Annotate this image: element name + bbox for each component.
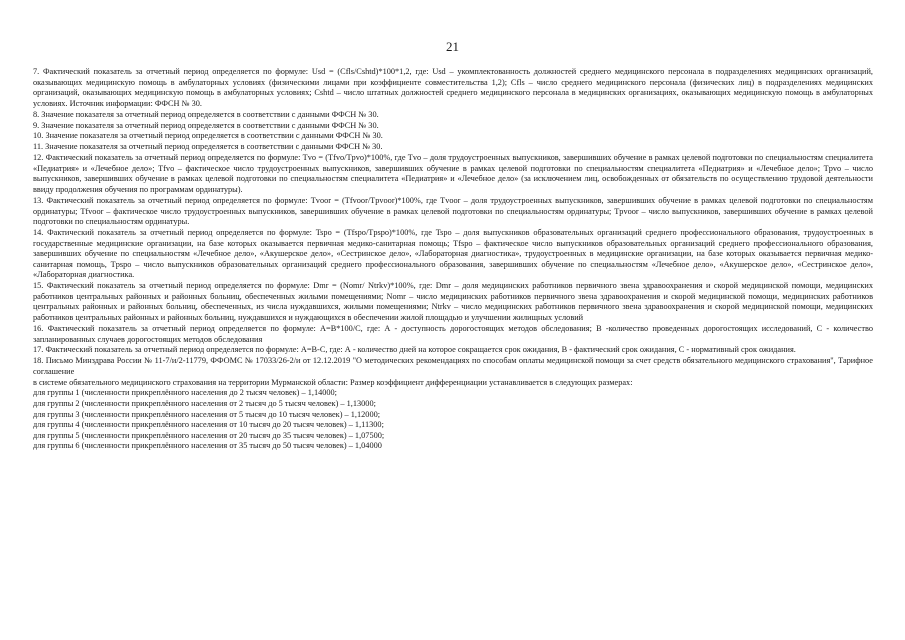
paragraph-10: 10. Значение показателя за отчетный период определяется в соответствии с данными ФФСН № 30.: [33, 131, 383, 141]
group-line-6: для группы 6 (численности прикреплённого населения от 35 тысяч до 50 тысяч человек) – 1,04000: [33, 441, 382, 451]
paragraph-17: 17. Фактический показатель за отчетный период определяется по формуле: А=В-С, где: А - количество дней на которое сокращается срок ожидания, В - фактический срок ожидания, С - нормативный срок ожидания.: [33, 345, 796, 355]
group-line-5: для группы 5 (численности прикреплённого населения от 20 тысяч до 35 тысяч человек) – 1,07500;: [33, 430, 385, 440]
paragraph-13: 13. Фактический показатель за отчетный период определяется по формуле: Tvoor = (Tfvoor/Tpvoor)*100%, где Tvoor – доля трудоустроенных выпускников, завершивших обучение в рамках целевой подготовки по специальностям ординатуры; Tfvoor – фактическое число трудоустроенных выпускников, завершивших обучение в рамках целевой подготовки по специальностям ординатуры; Tpvoor – число выпускников, завершивших обучение в рамках целевой подготовки по специальностям ординатуры.: [33, 195, 873, 227]
group-line-2: для группы 2 (численности прикреплённого населения от 2 тысяч до 5 тысяч человек) – 1,13000;: [33, 398, 376, 408]
paragraph-18: 18. Письмо Минздрава России № 11-7/и/2-11779, ФФОМС № 17033/26-2/и от 12.12.2019 "О методических рекомендациях по способам оплаты медицинской помощи за счет средств обязательного медицинского страхования", Тарифное соглашение: [33, 356, 873, 376]
paragraph-11: 11. Значение показателя за отчетный период определяется в соответствии с данными ФФСН № 30.: [33, 142, 383, 152]
group-line-4: для группы 4 (численности прикреплённого населения от 10 тысяч до 20 тысяч человек) – 1,11300;: [33, 420, 384, 430]
page-number: 21: [446, 39, 459, 54]
group-line-1: для группы 1 (численности прикреплённого населения до 2 тысяч человек) – 1,14000;: [33, 388, 337, 398]
paragraph-16: 16. Фактический показатель за отчетный период определяется по формуле: А=B*100/C, где: А - доступность дорогостоящих методов обследования; В -количество проведенных дорогостоящих исследований, С - количество запланированных случаев дорогостоящих методов обследования: [33, 323, 873, 344]
group-line-3: для группы 3 (численности прикреплённого населения от 5 тысяч до 10 тысяч человек) – 1,12000;: [33, 409, 381, 419]
paragraph-15: 15. Фактический показатель за отчетный период определяется по формуле: Dmr = (Nomr/ Ntrkv)*100%, где: Dmr – доля медицинских работников первичного звена здравоохранения и скорой медицинской помощи, медицинских работников центральных районных и районных больниц, обеспеченных жилыми помещениями; Nomr – число медицинских работников первичного звена здравоохранения и скорой медицинской помощи, медицинских работников центральных районных и районных больниц, обеспеченных, из числа нуждавшихся, жилыми помещениями; Ntrkv – число медицинских работников первичного звена здравоохранения и скорой медицинской помощи, медицинских работников центральных районных и районных больниц, нуждавшихся и нуждающихся в обеспечении жилой площадью и улучшении жилищных условий: [33, 281, 873, 323]
paragraph-12: 12. Фактический показатель за отчетный период определяется по формуле: Tvo = (Tfvo/Tpvo)*100%, где Tvo – доля трудоустроенных выпускников, завершивших обучение в рамках целевой подготовки по специальностям специалитета «Педиатрия» и «Лечебное дело»; Tfvo – фактическое число трудоустроенных выпускников, завершивших обучение в рамках целевой подготовки по специальностям специалитета «Педиатрия» и «Лечебное дело»; Tpvo – число выпускников, завершивших обучение в рамках целевой подготовки по специальностям специалитета «Педиатрия» и «Лечебное дело» (за исключением лиц, освобожденных от обязательств по осуществлению трудовой деятельности ввиду продолжения обучения по программам ординатуры).: [33, 153, 873, 195]
paragraph-9: 9. Значение показателя за отчетный период определяется в соответствии с данными ФФСН № 30.: [33, 120, 379, 130]
paragraph-7: 7. Фактический показатель за отчетный период определяется по формуле: Usd = (Cfls/Cshtd)*100*1,2, где: Usd – укомплектованность должностей среднего медицинского персонала в подразделениях медицинских организаций, оказывающих медицинскую помощь в амбулаторных условиях (физическими лицами при коэффициенте совместительства 1,2); Cfls – число среднего медицинского персонала (физических лиц) в подразделениях медицинских организаций, оказывающих медицинскую помощь в амбулаторных условиях; Cshtd – число штатных должностей среднего медицинского персонала в медицинских организациях, оказывающих медицинскую помощь в амбулаторных условиях. Источник информации: ФФСН № 30.: [33, 67, 873, 108]
coefficient-intro: в системе обязательного медицинского страхования на территории Мурманской области: Размер коэффициент дифференциации устанавливается в следующих размерах:: [33, 377, 633, 387]
paragraph-14: 14. Фактический показатель за отчетный период определяется по формуле: Tspo = (Tfspo/Tpspo)*100%, где Tspo – доля выпускников образовательных организаций среднего профессионального образования, трудоустроенных в государственные медицинские организации, на базе которых оказывается первичная медико-санитарная помощь; Tfspo – фактическое число выпускников образовательных организаций среднего профессионального образования, завершивших обучение по специальностям «Лечебное дело», «Акушерское дело», «Сестринское дело», «Лабораторная диагностика», трудоустроенных в медицинские организации, на базе которых оказывается первичная медико-санитарная помощь, Tpspo – число выпускников образовательных организаций среднего профессионального образования, завершивших обучение по специальностям «Лечебное дело», «Акушерское дело», «Сестринское дело», «Лабораторная диагностика.: [33, 227, 873, 280]
paragraph-8: 8. Значение показателя за отчетный период определяется в соответствии с данными ФФСН № 30.: [33, 109, 379, 119]
page-body: [33, 67, 873, 452]
